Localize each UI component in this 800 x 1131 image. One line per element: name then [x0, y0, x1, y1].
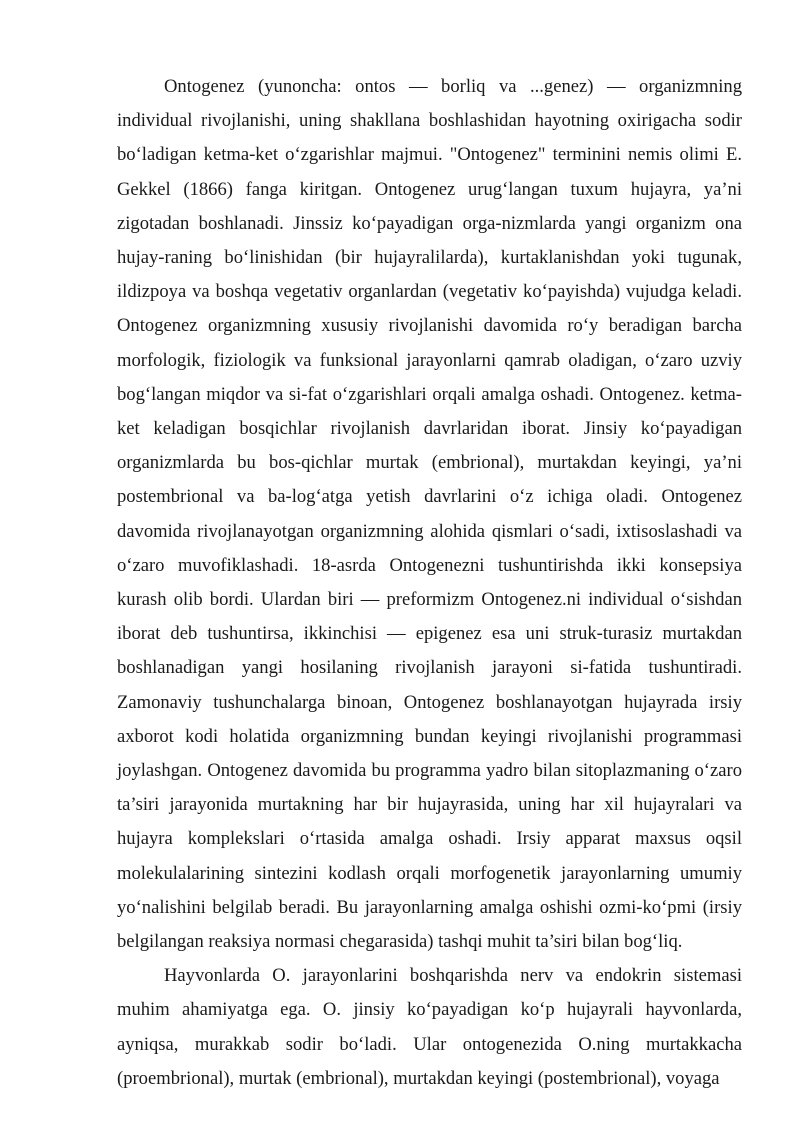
paragraph-ontogenez-definition: Ontogenez (yunoncha: ontos — borliq va ...genez) — organizmning individual rivojlanishi, uning shakllana boshlashidan hayotning oxirigacha sodir bo‘ladigan ketma-ket o‘zgarishlar majmui. "Ontogenez" terminini nemis olimi E. Gekkel (1866) fanga kiritgan. Ontogenez urug‘langan tuxum hujayra, ya’ni zigotadan boshlanadi. Jinssiz ko‘payadigan orga-nizmlarda yangi organizm ona hujay-raning bo‘linishidan (bir hujayralilarda), kurtaklanishdan yoki tugunak, ildizpoya va boshqa vegetativ organlardan (vegetativ ko‘payishda) vujudga keladi. Ontogenez organizmning xususiy rivojlanishi davomida ro‘y beradigan barcha morfologik, fiziologik va funksional jarayonlarni qamrab oladigan, o‘zaro uzviy bog‘langan miqdor va si-fat o‘zgarishlari orqali amalga oshadi. Ontogenez. ketma-ket keladigan bosqichlar rivojlanish davrlaridan iborat. Jinsiy ko‘payadigan organizmlarda bu bos-qichlar murtak (embrional), murtakdan keyingi, ya’ni postembrional va ba-log‘atga yetish davrlarini o‘z ichiga oladi. Ontogenez davomida rivojlanayotgan organizmning alohida qismlari o‘sadi, ixtisoslashadi va o‘zaro muvofiklashadi. 18-asrda Ontogenezni tushuntirishda ikki konsepsiya kurash olib bordi. Ulardan biri — preformizm Ontogenez.ni individual o‘sishdan iborat deb tushuntirsa, ikkinchisi — epigenez esa uni struk-turasiz murtakdan boshlanadigan yangi hosilaning rivojlanish jarayoni si-fatida tushuntiradi. Zamonaviy tushunchalarga binoan, Ontogenez boshlanayotgan hujayrada irsiy axborot kodi holatida organizmning bundan keyingi rivojlanishi programmasi joylashgan. Ontogenez davomida bu programma yadro bilan sitoplazmaning o‘zaro ta’siri jarayonida murtakning har bir hujayrasida, uning har xil hujayralari va hujayra komplekslari o‘rtasida amalga oshadi. Irsiy apparat maxsus oqsil molekulalarining sintezini kodlash orqali morfogenetik jarayonlarning umumiy yo‘nalishini belgilab beradi. Bu jarayonlarning amalga oshishi ozmi-ko‘pmi (irsiy belgilangan reaksiya normasi chegarasida) tashqi muhit ta’siri bilan bog‘liq. — [117, 76, 742, 953]
document-body — [117, 70, 742, 1096]
paragraph-animal-ontogenez: Hayvonlarda O. jarayonlarini boshqarishda nerv va endokrin sistemasi muhim ahamiyatga ega. O. jinsiy ko‘payadigan ko‘p hujayrali hayvonlarda, ayniqsa, murakkab sodir bo‘ladi. Ular ontogenezida O.ning murtakkacha (proembrional), murtak (embrional), murtakdan keyingi (postembrional), voyaga — [117, 965, 742, 1089]
